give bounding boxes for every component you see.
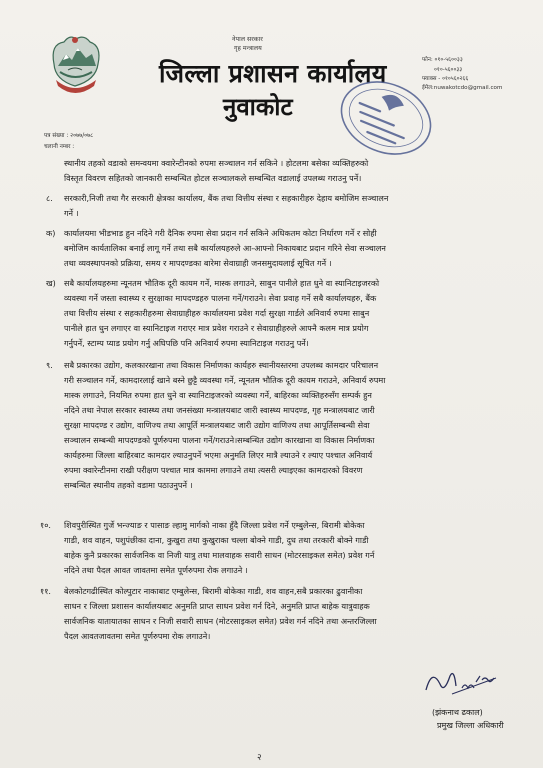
body-line: नदिने तथा पैदल आवत जावतमा समेत पूर्णरुपमा रोक लगाउने ।: [64, 565, 248, 575]
body-line: नदिने तथा नेपाल सरकार स्वास्थ्य तथा जनसंख्या मन्त्रालयबाट जारी स्वास्थ्य मापदण्ड, गृह मन्त्रालयबाट जारी: [64, 405, 375, 415]
body-line: कार्यहरुमा जिल्ला बाहिरबाट कामदार ल्याउनुपर्ने भएमा अनुमति लिएर मात्रै ल्याउने र ल्याए पश्चात अनिवार्य: [64, 450, 373, 460]
body-line: सञ्चालन सम्बन्धी मापदण्डको पूर्णरुपमा पालना गर्ने/गराउने।सम्बन्धित उद्योग कारखाना वा विकास निर्माणका: [64, 435, 375, 445]
body-line: मास्क लगाउने, नियमित रुपमा हात धुने वा स्यानिटाइजरको व्यवस्था गर्ने, बाहिरका व्यक्तिहरुसँग सम्पर्क हुन: [64, 390, 372, 400]
body-line: तथा व्यवस्थापनको प्रक्रिया, समय र मापदण्डका बारेमा सेवाग्राही जनसमुदायलाई सूचित गर्ने ।: [64, 258, 332, 268]
office-stamp-icon: [330, 70, 442, 166]
body-line: पानीले हात धुन लगाएर वा स्यानिटाइज गराएर मात्र प्रवेश गराउने र सेवाग्राहीहरुले आफ्नै कलम मात्र प्रयोग: [64, 323, 369, 333]
body-line: गर्नुपर्ने, स्टाम्प प्याड प्रयोग गर्नु अघिपछि पनि अनिवार्य रुपमा स्यानिटाइज गराउनु पर्ने।: [64, 338, 309, 348]
body-line: बेलकोटगढीस्थित कोल्पुटार नाकाबाट एम्बुलेन्स, बिरामी बोकेका गाडी, शव वाहन,सबै प्रकारका ढुवानीका: [64, 586, 363, 596]
body-line: सबै कार्यालयहरुमा न्यूनतम भौतिक दूरी कायम गर्ने, मास्क लगाउने, साबुन पानीले हात धुने वा स्यानिटाइजरको: [64, 278, 380, 288]
dispatch-number: चलानी नम्बर :: [44, 144, 75, 150]
body-line: व्यवस्था गर्ने जस्ता स्वास्थ्य र सुरक्षाका मापदण्डहरु पालना गर्ने/गराउने। सेवा प्रवाह गर्ने सबै कार्यालयहरु, बैंक: [64, 293, 377, 303]
item-marker: क): [46, 228, 56, 238]
item-marker: ख): [46, 278, 56, 288]
nepal-emblem-icon: [46, 30, 104, 94]
body-line: सम्बन्धित स्थानीय तहको वडामा पठाउनुपर्ने ।: [64, 480, 193, 490]
body-line: शिवपुरीस्थित गुर्जे भन्ज्याङ र पासाङ ल्हामु मार्गको नाका हुँदै जिल्ला प्रवेश गर्ने एम्बुलेन्स, बिरामी बोकेका: [64, 520, 365, 530]
item-marker: ११.: [40, 586, 51, 596]
fax-number: फ्याक्स - ०१०५६०२६६: [422, 76, 469, 82]
body-line: गाडी, शव वाहन, पशुपंछीका दाना, कुखुरा तथा कुखुराका चल्ला बोक्ने गाडी, दुध तथा तरकारी बोक्ने गाडी: [64, 535, 369, 545]
signatory-name: (झंकनाथ ढकाल): [432, 708, 483, 717]
body-line: कार्यालयमा भीडभाड हुन नदिने गरी दैनिक रुपमा सेवा प्रदान गर्न सकिने अधिकतम कोटा निर्धारण गर्ने र सोही: [64, 228, 377, 238]
signatory-title: प्रमुख जिल्ला अधिकारी: [437, 721, 504, 730]
body-line: साधन र जिल्ला प्रशासन कार्यालयबाट अनुमति प्राप्त साधन प्रवेश गर्न दिने, अनुमति प्राप्त बाहेक यात्रुवाहक: [64, 601, 370, 611]
body-line: गर्ने ।: [64, 208, 79, 218]
body-line: रुपमा क्वारेन्टीनमा राखी परीक्षण पश्चात मात्र काममा लगाउने तथा त्यसरी ल्याइएका कामदारको विवरण: [64, 465, 363, 475]
district-title: नुवाकोट: [223, 93, 293, 121]
body-line: सबै प्रकारका उद्योग, कलकारखाना तथा विकास निर्माणका कार्यहरु स्थानीयस्तरमा उपलब्ध कामदार परिचालन: [64, 360, 379, 370]
government-name: नेपाल सरकार: [232, 36, 263, 43]
body-line: स्थानीय तहको वडाको समन्वयमा क्वारेन्टीनको रुपमा सञ्चालन गर्न सकिने । होटलमा बसेका व्यक्तिहरुको: [64, 158, 369, 168]
body-line: तथा वित्तीय संस्था र सहकारीहरुमा सेवाग्राहीहरु कार्यालयमा प्रवेश गर्दा सुरक्षा गार्डले अनिवार्य रुपमा साबुन: [64, 308, 370, 318]
letter-number: पत्र संख्या : २०७७/०७८: [44, 133, 94, 139]
page-number: २: [257, 753, 262, 763]
body-line: विस्तृत विवरण सहितको जानकारी सम्बन्धित होटल सञ्चालकले सम्बन्धित वडालाई उपलब्ध गराउनु पर्ने।: [64, 173, 362, 183]
body-line: पैदल आवतजावतमा समेत पूर्णरुपमा रोक लगाउने।: [64, 631, 211, 641]
body-line: बाहेक कुनै प्रकारका सार्वजनिक वा निजी यात्रु तथा मालवाहक सवारी साधन (मोटरसाइकल समेत) प्रवेश गर्न: [64, 550, 375, 560]
item-marker: १०.: [40, 520, 51, 530]
body-line: सार्वजनिक यातायातका साधन र निजी सवारी साधन (मोटरसाइकल समेत) प्रवेश गर्न नदिने तथा अन्तरजिल्ला: [64, 616, 377, 626]
phone-number-2: ०१०-५६००३३: [434, 67, 463, 73]
ministry-name: गृह मन्त्रालय: [234, 45, 262, 52]
item-marker: ९.: [46, 360, 53, 370]
body-line: बमोजिम कार्यतालिका बनाई लागू गर्ने तथा सबै कार्यालयहरुले आ-आफ्नो निकायबाट प्रदान गरिने सेवा सञ्चालन: [64, 243, 386, 253]
handwritten-signature-icon: [422, 664, 500, 700]
office-title: जिल्ला प्रशासन कार्यालय: [159, 59, 387, 88]
body-line: गरी सञ्चालन गर्ने, कामदारलाई खाने बस्ने छुट्टै व्यवस्था गर्ने, न्यूनतम भौतिक दूरी कायम गराउने, अनिवार्य रुपमा: [64, 375, 386, 385]
email-address: ईमेल:nuwakotcdo@gmail.com: [422, 85, 503, 91]
body-line: सरकारी,निजी तथा गैर सरकारी क्षेत्रका कार्यालय, बैंक तथा वित्तीय संस्था र सहकारीहरु देहाय बमोजिम सञ्चालन: [64, 193, 389, 203]
phone-number-1: फोन: ०१०-५६००३३: [422, 57, 463, 63]
item-marker: ८.: [46, 193, 53, 203]
body-line: सुरक्षा मापदण्ड र उद्योग, वाणिज्य तथा आपूर्ति मन्त्रालयबाट जारी उद्योग वाणिज्य तथा आपूर्तिसम्बन्धी सेवा: [64, 420, 370, 430]
